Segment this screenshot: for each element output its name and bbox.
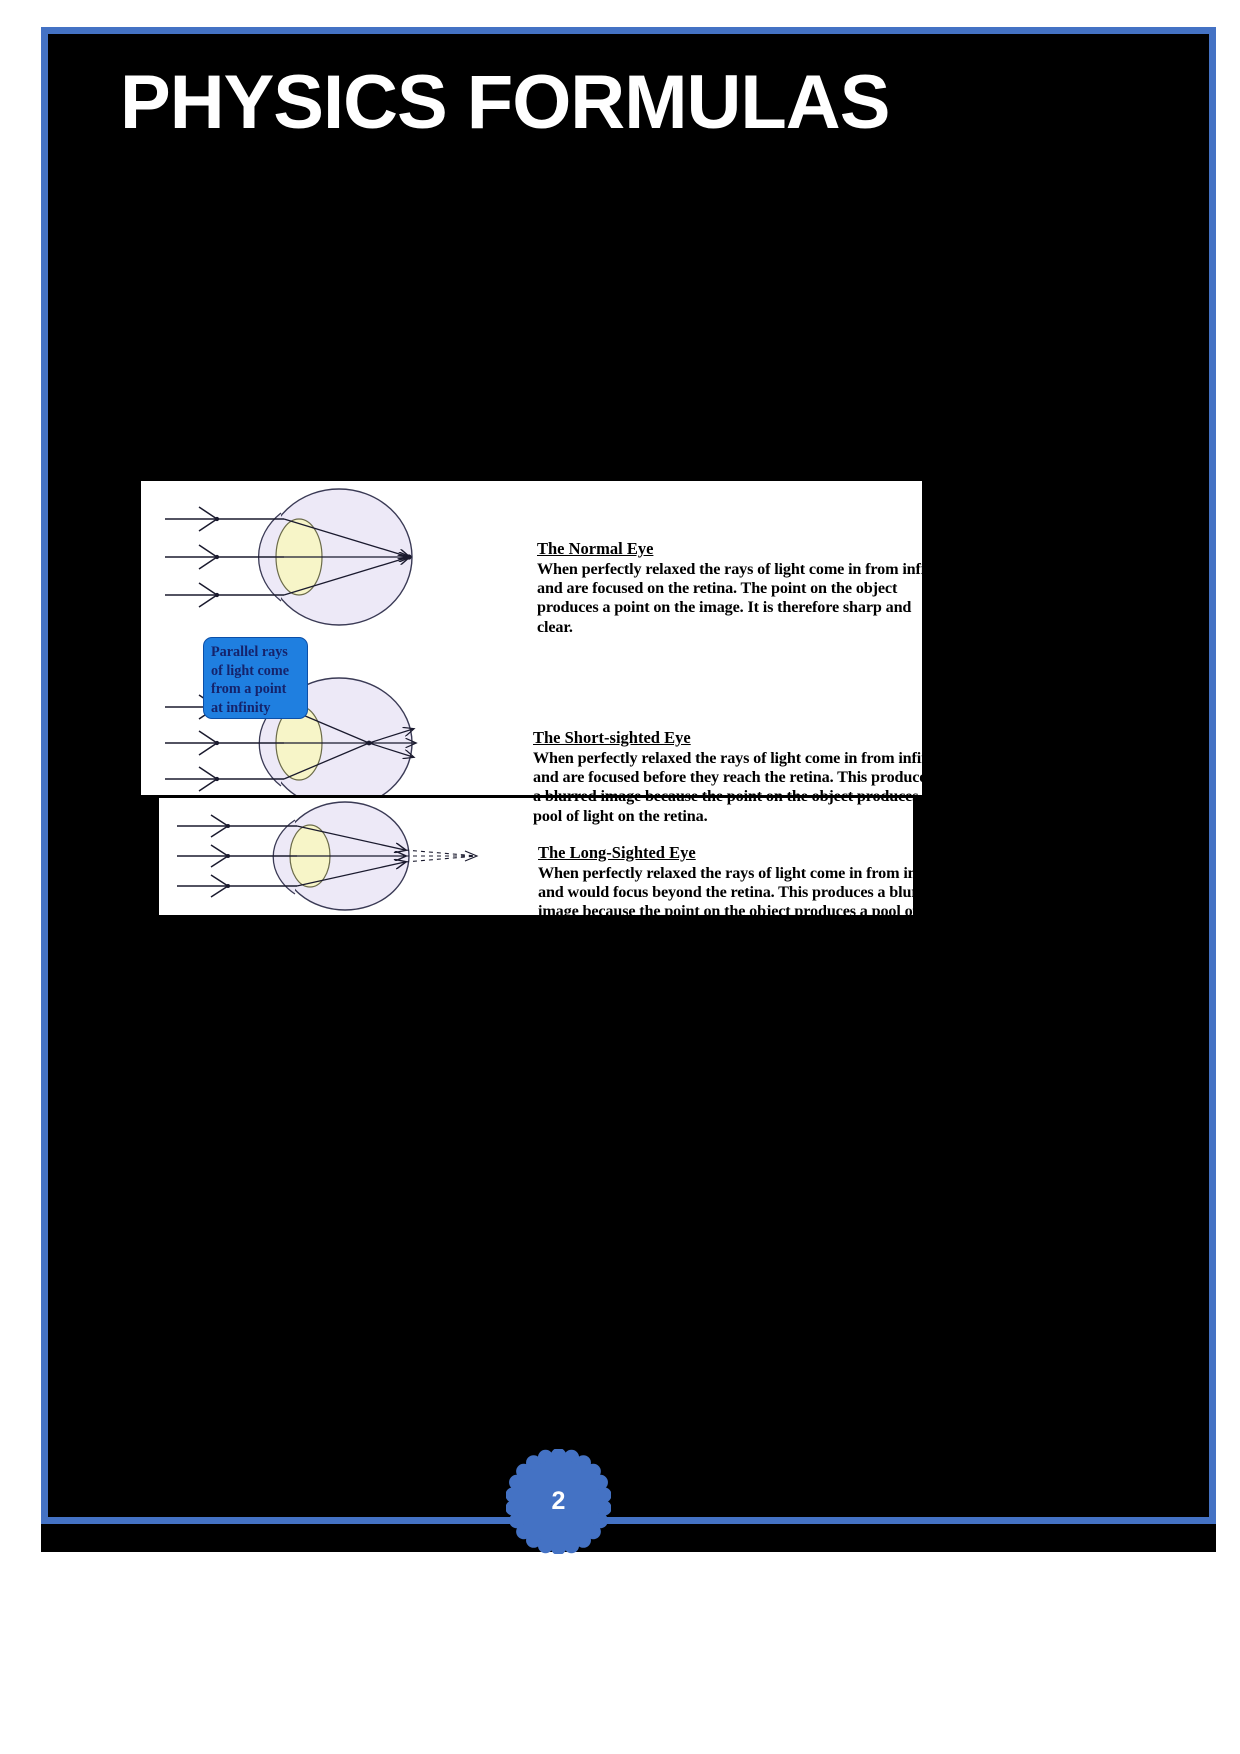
page-number-badge (506, 1449, 611, 1554)
long-sighted-eye-line-1: When perfectly relaxed the rays of light come in from infinity (538, 864, 953, 882)
short-sighted-eye-text-block (533, 728, 983, 826)
page-number-value: 2 (551, 1487, 566, 1515)
normal-eye-line-4: clear. (537, 617, 573, 636)
normal-eye-line-2: and are focused on the retina. The point on the object (537, 579, 898, 598)
short-sighted-eye-line-1: When perfectly relaxed the rays of light come in from infinity (533, 749, 948, 767)
short-sighted-eye-heading: The Short-sighted Eye (533, 728, 691, 747)
short-sighted-eye-line-3: a blurred image because the point on the object produces a (533, 787, 931, 806)
parallel-rays-callout (203, 637, 308, 719)
short-sighted-eye-line-4: pool of light on the retina. (533, 806, 708, 825)
long-sighted-eye-body (538, 864, 988, 941)
short-sighted-eye-body (533, 749, 983, 826)
long-sighted-eye-heading: The Long-Sighted Eye (538, 843, 696, 862)
page-bottom-band (41, 1524, 1216, 1552)
normal-eye-body (537, 560, 987, 637)
long-sighted-eye-line-3: image because the point on the object produces a pool of (538, 902, 918, 921)
page-title: PHYSICS FORMULAS (120, 60, 890, 145)
normal-eye-line-3: produces a point on the image. It is therefore sharp and (537, 598, 912, 617)
long-sighted-eye-illustration (177, 802, 477, 910)
callout-line-1: Parallel rays (211, 644, 288, 660)
normal-eye-line-1: When perfectly relaxed the rays of light come in from infinity (537, 560, 952, 578)
callout-line-4: at infinity (211, 699, 271, 716)
long-sighted-eye-line-4: light on the retina. (538, 921, 663, 940)
normal-eye-heading: The Normal Eye (537, 539, 654, 558)
normal-eye-text-block (537, 539, 987, 637)
long-sighted-eye-line-2: and would focus beyond the retina. This produces a blurred (538, 883, 941, 902)
short-sighted-eye-line-2: and are focused before they reach the retina. This produces (533, 768, 933, 787)
callout-line-3: from a point (211, 681, 287, 698)
callout-line-2: of light come (211, 662, 290, 679)
long-sighted-eye-text-block (538, 843, 988, 941)
normal-eye-illustration (165, 489, 412, 625)
